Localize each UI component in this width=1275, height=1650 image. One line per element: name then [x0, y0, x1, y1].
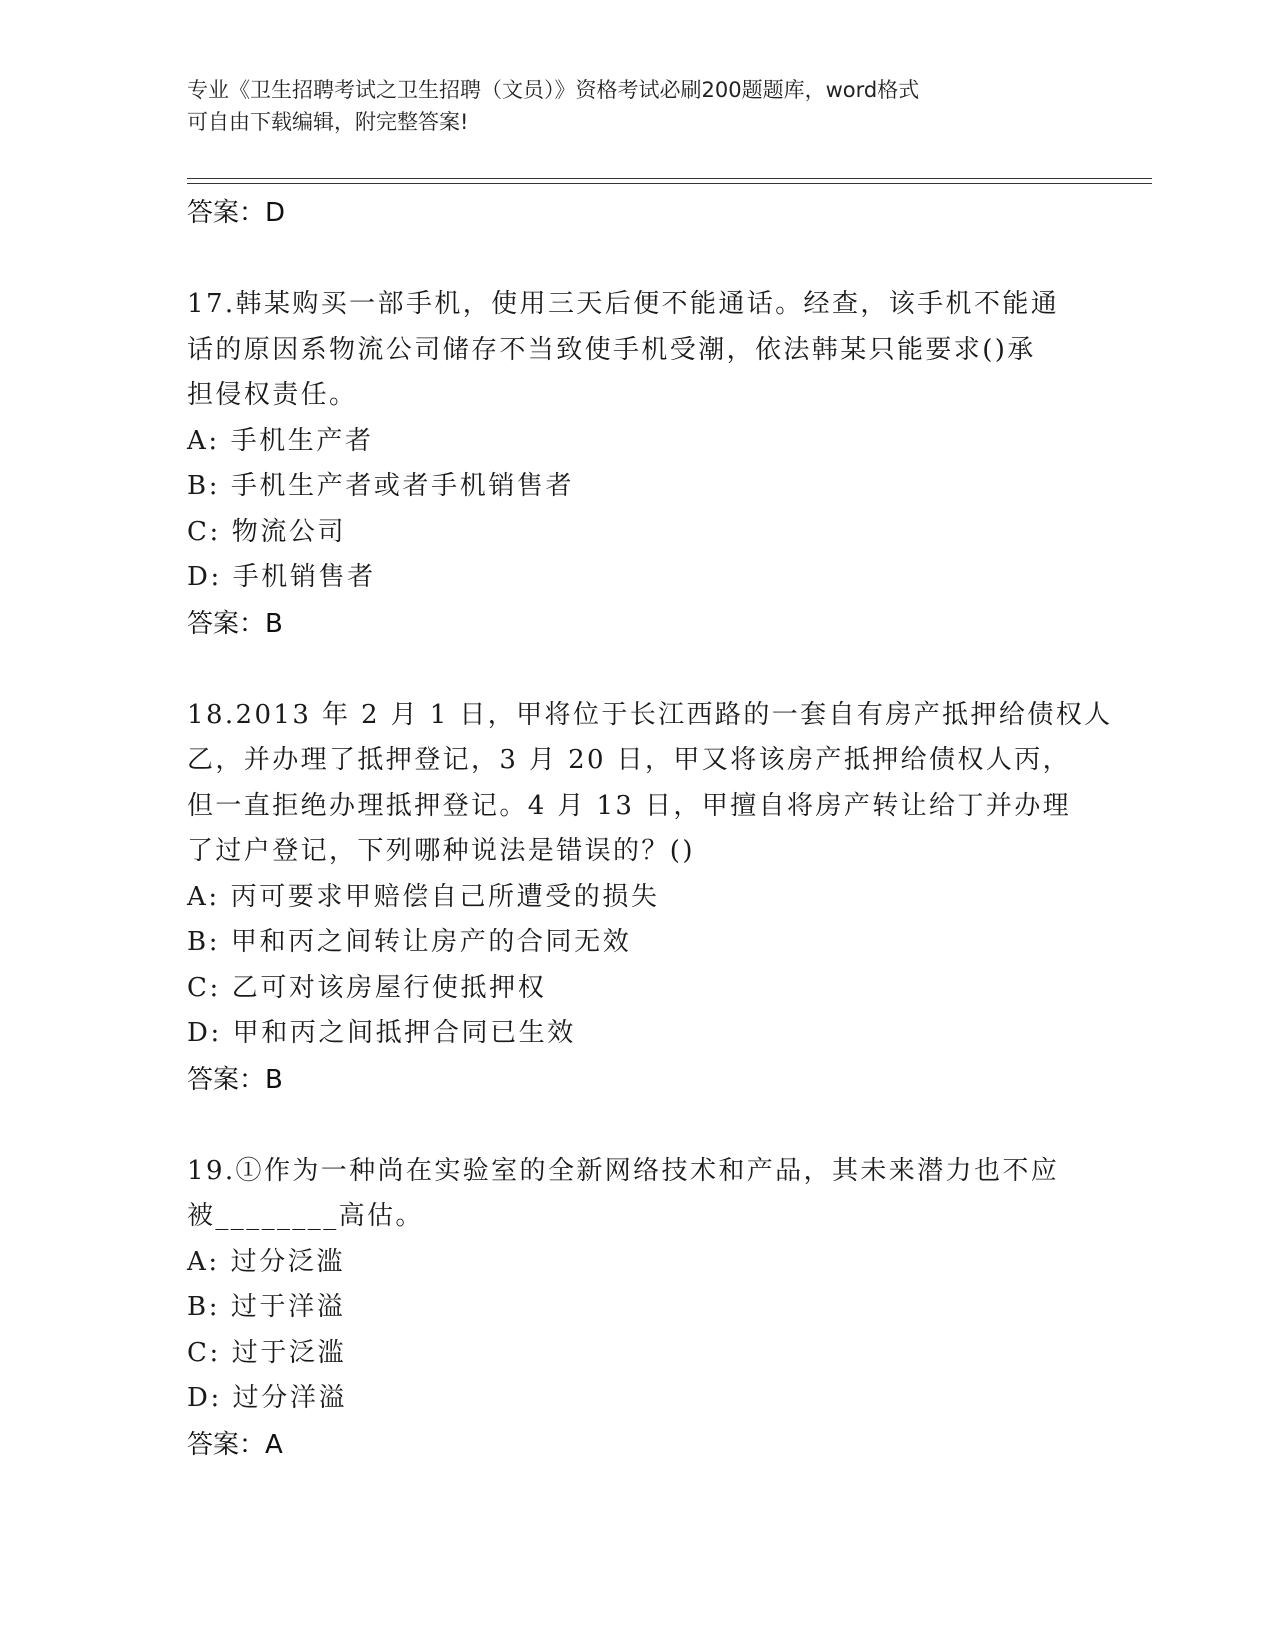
answer-line: 答案：B — [187, 1064, 283, 1095]
spacer — [187, 236, 1087, 282]
question-list — [187, 190, 1113, 1468]
option-c: C: 过于泛滥 — [187, 1337, 347, 1368]
answer-line: 答案：B — [187, 608, 283, 639]
question-stem-line: 担侵权责任。 — [187, 380, 358, 410]
question-stem-line: 但一直拒绝办理抵押登记。4 月 13 日，甲擅自将房产转让给丁并办理 — [187, 790, 1072, 821]
option-a: A: 过分泛滥 — [187, 1246, 346, 1277]
option-c: C: 物流公司 — [187, 516, 347, 547]
option-d: D: 手机销售者 — [187, 562, 376, 592]
question-stem-line: 了过户登记，下列哪种说法是错误的？() — [187, 836, 695, 866]
option-b: B: 甲和丙之间转让房产的合同无效 — [187, 927, 632, 957]
question-stem-line: 话的原因系物流公司储存不当致使手机受潮，依法韩某只能要求()承 — [187, 334, 1036, 365]
option-a: A: 手机生产者 — [187, 425, 374, 456]
spacer — [187, 1103, 1087, 1149]
question-stem-line: 19.①作为一种尚在实验室的全新网络技术和产品，其未来潜力也不应 — [187, 1155, 1060, 1186]
answer-line: 答案：A — [187, 1429, 283, 1460]
question-19 — [187, 1149, 1087, 1468]
header-line-1: 专业《卫生招聘考试之卫生招聘（文员）》资格考试必刷200题题库，word格式 — [187, 78, 920, 102]
previous-answer: 答案：D — [187, 198, 286, 228]
header-line-2: 可自由下载编辑，附完整答案! — [187, 110, 469, 134]
option-b: B: 过于洋溢 — [187, 1292, 346, 1322]
question-stem-line: 18.2013 年 2 月 1 日，甲将位于长江西路的一套自有房产抵押给债权人 — [187, 699, 1113, 730]
spacer — [187, 647, 1087, 693]
option-d: D: 甲和丙之间抵押合同已生效 — [187, 1018, 576, 1048]
question-17 — [187, 282, 1087, 647]
question-18 — [187, 693, 1113, 1103]
option-b: B: 手机生产者或者手机销售者 — [187, 471, 575, 501]
option-a: A: 丙可要求甲赔偿自己所遭受的损失 — [187, 881, 660, 912]
question-stem-line: 被________高估。 — [187, 1201, 424, 1231]
page-header — [187, 74, 1067, 138]
option-c: C: 乙可对该房屋行使抵押权 — [187, 972, 547, 1003]
option-d: D: 过分洋溢 — [187, 1383, 348, 1413]
header-divider — [187, 178, 1152, 184]
question-stem-line: 乙，并办理了抵押登记，3 月 20 日，甲又将该房产抵押给债权人丙， — [187, 745, 1072, 775]
question-stem-line: 17.韩某购买一部手机，使用三天后便不能通话。经查，该手机不能通 — [187, 289, 1060, 319]
